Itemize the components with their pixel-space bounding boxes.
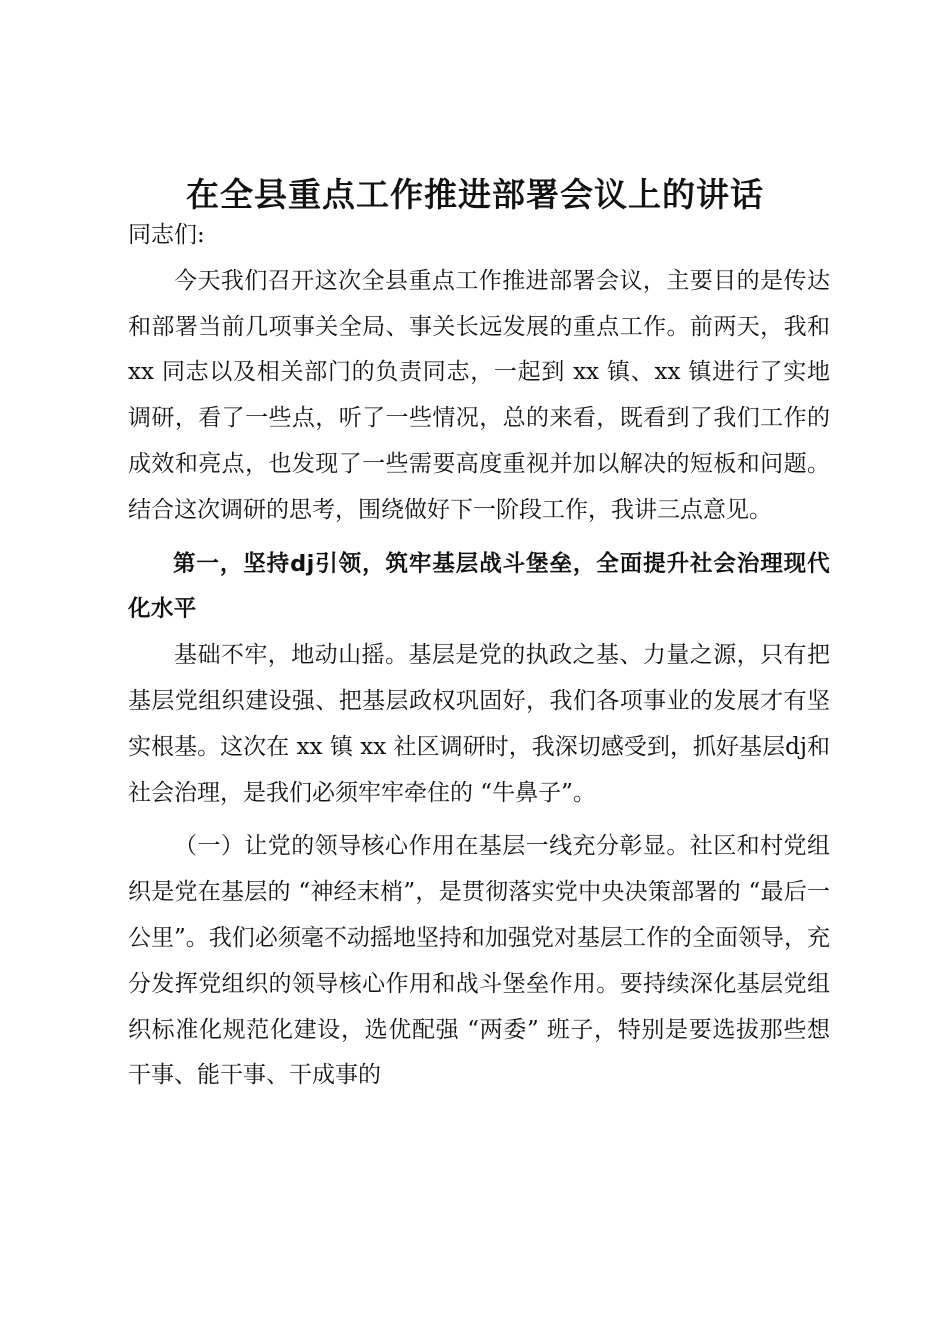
- document-title: 在全县重点工作推进部署会议上的讲话: [186, 175, 764, 214]
- greeting: 同志们:: [128, 222, 205, 248]
- section-heading-1: 第一，坚持dj引领，筑牢基层战斗堡垒，全面提升社会治理现代化水平: [128, 550, 830, 623]
- subsection-1-paragraph: （一）让党的领导核心作用在基层一线充分彰显。社区和村党组织是党在基层的 “神经末梢”，是贯彻落实党中央决策部署的 “最后一公里”。我们必须毫不动摇地坚持和加强党对基层工作的全面领导，充分发挥党组织的领导核心作用和战斗堡垒作用。要持续深化基层党组织标准化规范化建设，选优配强 “两委” 班子，特别是要选拔那些想干事、能干事、干成事的: [128, 833, 830, 1089]
- section-1-paragraph: 基础不牢，地动山摇。基层是党的执政之基、力量之源，只有把基层党组织建设强、把基层政权巩固好，我们各项事业的发展才有坚实根基。这次在 xx 镇 xx 社区调研时，我深切感受到，抓好基层dj和社会治理，是我们必须牢牢牵住的 “牛鼻子”。: [128, 642, 830, 806]
- document-body: [128, 213, 830, 1099]
- intro-paragraph: 今天我们召开这次全县重点工作推进部署会议，主要目的是传达和部署当前几项事关全局、事关长远发展的重点工作。前两天，我和 xx 同志以及相关部门的负责同志，一起到 xx 镇、xx 镇进行了实地调研，看了一些点，听了一些情况，总的来看，既看到了我们工作的成效和亮点，也发现了一些需要高度重视并加以解决的短板和问题。结合这次调研的思考，围绕做好下一阶段工作，我讲三点意见。: [128, 267, 830, 523]
